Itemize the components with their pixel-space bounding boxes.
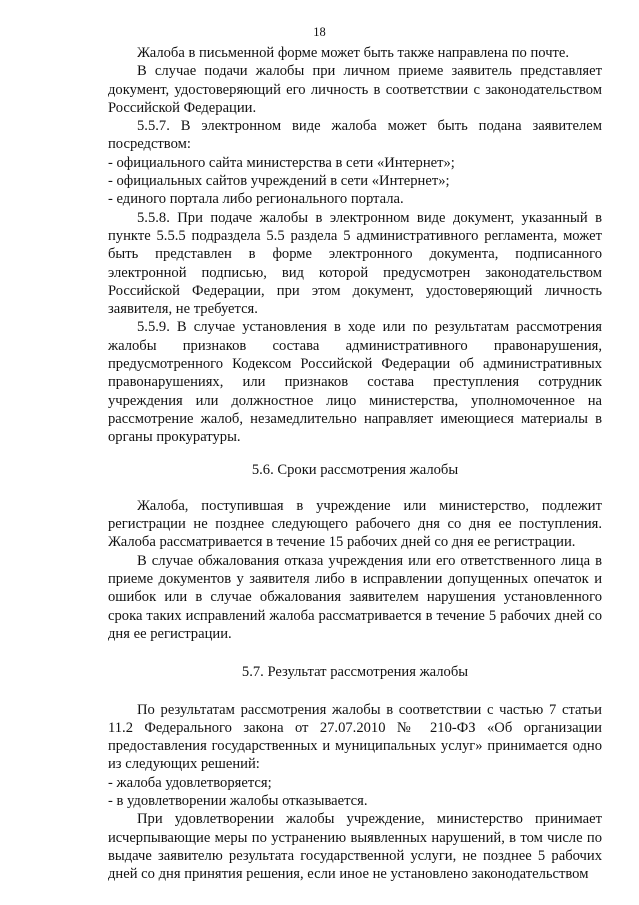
list-item: - жалоба удовлетворяется; (108, 774, 272, 791)
paragraph-5-5-7: 5.5.7. В электронном виде жалоба может быть подана заявителем посредством: (108, 118, 602, 153)
document-body (108, 44, 602, 883)
paragraph-5-5-8: 5.5.8. При подаче жалобы в электронном виде документ, указанный в пункте 5.5.5 подраздела 5.5 раздела 5 административного регламента, может быть представлен в форме электронного документа, подписанного электронной подписью, вид которой предусмотрен законодательством Российской Федерации, при этом документ, удостоверяющий личность заявителя, не требуется. (108, 209, 602, 318)
list-item: - официального сайта министерства в сети «Интернет»; (108, 154, 455, 171)
page-number: 18 (313, 25, 326, 39)
list-item: - официальных сайтов учреждений в сети «Интернет»; (108, 173, 450, 190)
section-heading-5-6: 5.6. Сроки рассмотрения жалобы (251, 461, 459, 478)
paragraph: В случае обжалования отказа учреждения или его ответственного лица в приеме документов у заявителя либо в исправлении допущенных опечаток и ошибок или в случае обжалования заявителем нарушения установленного срока таких исправлений жалоба рассматривается в течение 5 рабочих дней со дня ее регистрации. (108, 552, 602, 642)
list-item: - в удовлетворении жалобы отказывается. (108, 792, 368, 809)
paragraph: По результатам рассмотрения жалобы в соответствии с частью 7 статьи 11.2 Федерального закона от 27.07.2010 № 210-ФЗ «Об организации предоставления государственных и муниципальных услуг» принимается одно из следующих решений: (108, 701, 602, 773)
paragraph-5-5-9: 5.5.9. В случае установления в ходе или по результатам рассмотрения жалобы признаков состава административного правонарушения, предусмотренного Кодексом Российской Федерации об административных правонарушениях, или признаков состава преступления сотрудник учреждения или должностное лицо министерства, уполномоченное на рассмотрение жалоб, незамедлительно направляет имеющиеся материалы в органы прокуратуры. (108, 319, 602, 446)
section-heading-5-7: 5.7. Результат рассмотрения жалобы (241, 664, 469, 681)
paragraph: Жалоба, поступившая в учреждение или министерство, подлежит регистрации не позднее следующего рабочего дня со дня ее поступления. Жалоба рассматривается в течение 15 рабочих дней со дня ее регистрации. (108, 497, 602, 551)
list-item: - единого портала либо регионального портала. (108, 191, 404, 208)
paragraph: При удовлетворении жалобы учреждение, министерство принимает исчерпывающие меры по устранению выявленных нарушений, в том числе по выдаче заявителю результата государственной услуги, не позднее 5 рабочих дней со дня принятия решения, если иное не установлено законодательством (108, 811, 602, 883)
paragraph: В случае подачи жалобы при личном приеме заявитель представляет документ, удостоверяющий его личность в соответствии с законодательством Российской Федерации. (108, 63, 602, 116)
paragraph: Жалоба в письменной форме может быть также направлена по почте. (137, 45, 570, 61)
